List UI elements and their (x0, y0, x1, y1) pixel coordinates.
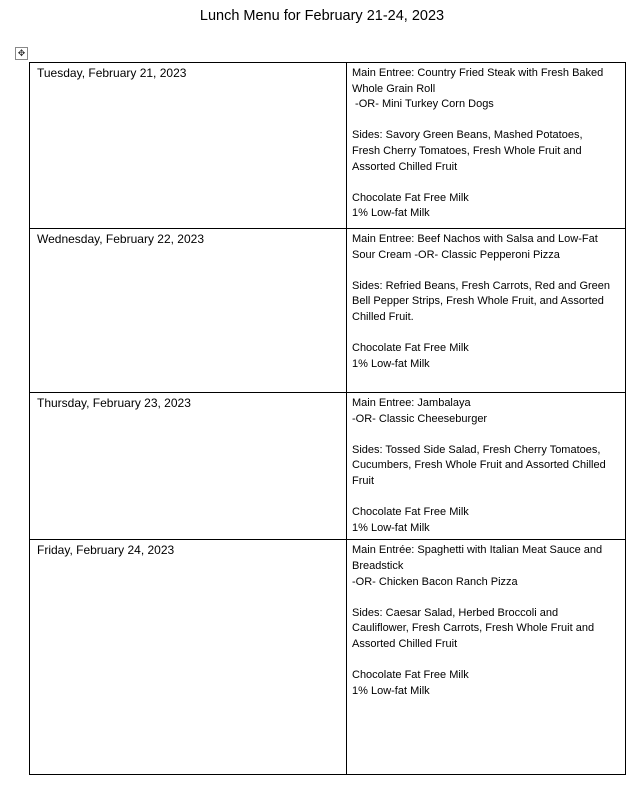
table-row (30, 229, 626, 393)
menu-line: Chocolate Fat Free Milk (352, 191, 469, 204)
menu-cell[interactable] (347, 63, 626, 229)
menu-line: Cauliflower, Fresh Carrots, Fresh Whole Fruit and (352, 622, 595, 635)
menu-line: Sides: Refried Beans, Fresh Carrots, Red and Green (352, 279, 611, 292)
document-title: Lunch Menu for February 21-24, 2023 (199, 8, 445, 24)
menu-line: -OR- Mini Turkey Corn Dogs (352, 98, 494, 111)
day-cell[interactable]: Friday, February 24, 2023 (30, 540, 347, 775)
table-move-handle-icon[interactable]: ✥ (15, 47, 28, 60)
menu-line: Chocolate Fat Free Milk (352, 669, 469, 682)
menu-line (352, 113, 620, 129)
menu-line: Fresh Cherry Tomatoes, Fresh Whole Fruit and (352, 144, 582, 157)
menu-line: 1% Low-fat Milk (352, 207, 430, 220)
menu-line: Main Entree: Country Fried Steak with Fresh Baked (352, 67, 604, 79)
day-cell[interactable]: Thursday, February 23, 2023 (30, 393, 347, 540)
menu-line: -OR- Classic Cheeseburger (352, 412, 488, 425)
menu-line: 1% Low-fat Milk (352, 684, 430, 697)
table-row (30, 63, 626, 229)
menu-line: Sides: Savory Green Beans, Mashed Potatoes, (352, 129, 583, 142)
menu-table (29, 62, 626, 775)
menu-line (352, 653, 620, 669)
menu-line: Sides: Caesar Salad, Herbed Broccoli and (352, 606, 559, 619)
menu-cell[interactable] (347, 393, 626, 540)
table-row (30, 540, 626, 775)
menu-cell[interactable] (347, 229, 626, 393)
menu-line: 1% Low-fat Milk (352, 521, 430, 534)
menu-line: Main Entree: Jambalaya (352, 397, 471, 409)
day-cell[interactable]: Wednesday, February 22, 2023 (30, 229, 347, 393)
menu-line: Main Entree: Beef Nachos with Salsa and Low-Fat (352, 233, 598, 245)
menu-line: Chilled Fruit. (352, 310, 414, 323)
menu-line: Chocolate Fat Free Milk (352, 342, 469, 355)
menu-line: Breadstick (352, 559, 404, 572)
menu-line: Cucumbers, Fresh Whole Fruit and Assorted Chilled (352, 459, 606, 472)
table-row (30, 393, 626, 540)
menu-line (352, 263, 620, 279)
menu-line: Main Entrée: Spaghetti with Italian Meat Sauce and (352, 544, 603, 557)
menu-line (352, 590, 620, 606)
menu-line (352, 326, 620, 342)
menu-line: Chocolate Fat Free Milk (352, 506, 469, 519)
menu-line: Sour Cream -OR- Classic Pepperoni Pizza (352, 248, 560, 261)
menu-line: 1% Low-fat Milk (352, 357, 430, 370)
menu-line: Sides: Tossed Side Salad, Fresh Cherry Tomatoes, (352, 443, 601, 456)
menu-line (352, 427, 620, 443)
menu-line (352, 175, 620, 191)
menu-line: Fruit (352, 474, 374, 487)
menu-line: -OR- Chicken Bacon Ranch Pizza (352, 575, 518, 588)
menu-line (352, 490, 620, 506)
menu-line: Assorted Chilled Fruit (352, 160, 458, 173)
menu-cell[interactable] (347, 540, 626, 775)
menu-line: Bell Pepper Strips, Fresh Whole Fruit, and Assorted (352, 295, 604, 308)
menu-line: Assorted Chilled Fruit (352, 637, 458, 650)
day-cell[interactable]: Tuesday, February 21, 2023 (30, 63, 347, 229)
menu-line: Whole Grain Roll (352, 82, 436, 95)
